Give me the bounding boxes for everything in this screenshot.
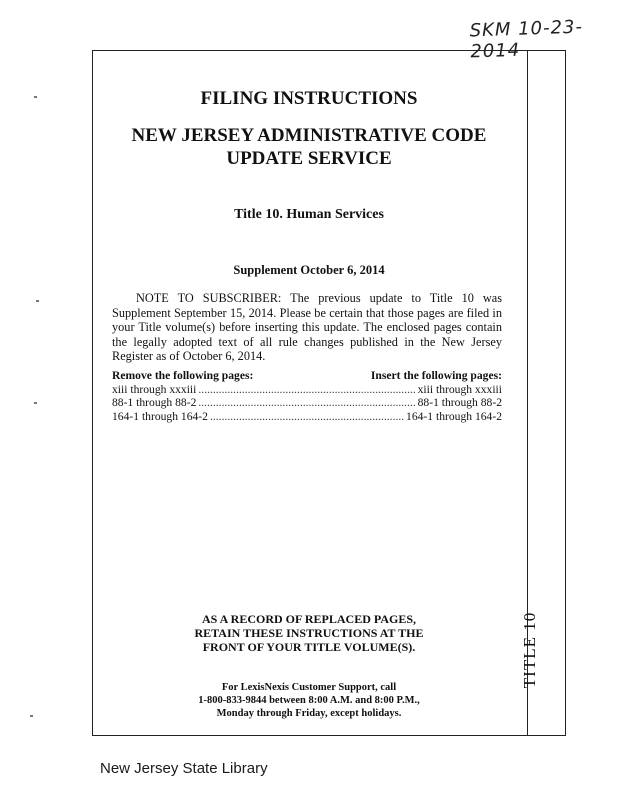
pages-table-header (112, 369, 502, 383)
record-line: AS A RECORD OF REPLACED PAGES, (201, 612, 417, 626)
note-to-subscriber: NOTE TO SUBSCRIBER: The previous update to Title 10 was Supplement September 15, 2014. Please be certain that those pages are filed in your Title volume(s) before inserting this update. The enclosed pages contain the legally adopted text of all rule changes published in the New Jersey Register as of October 6, 2014. (112, 291, 502, 364)
pages-table (112, 369, 502, 423)
insert-pages-header: Insert the following pages: (370, 369, 502, 382)
scan-speck (30, 715, 33, 717)
insert-range: 88-1 through 88-2 (417, 396, 502, 410)
code-title (92, 124, 526, 170)
library-stamp: New Jersey State Library (100, 760, 268, 777)
insert-range: xiii through xxxiii (417, 383, 502, 396)
insert-range: 164-1 through 164-2 (406, 409, 502, 423)
pages-table-row (112, 396, 502, 409)
remove-range: 164-1 through 164-2 (112, 409, 208, 423)
remove-pages-header: Remove the following pages: (112, 369, 254, 382)
dot-leader (198, 396, 415, 409)
record-instructions (92, 612, 526, 654)
filing-instructions-heading: FILING INSTRUCTIONS (200, 88, 418, 109)
pages-table-row (112, 410, 502, 423)
record-line: RETAIN THESE INSTRUCTIONS AT THE (194, 626, 424, 640)
customer-support-info (92, 681, 526, 720)
record-line: FRONT OF YOUR TITLE VOLUME(S). (202, 640, 416, 654)
code-title-line-1: NEW JERSEY ADMINISTRATIVE CODE (131, 125, 487, 146)
scan-speck (34, 96, 37, 98)
title-name: Title 10. Human Services (234, 207, 384, 222)
remove-range: xiii through xxxiii (112, 383, 197, 396)
pages-table-row (112, 383, 502, 396)
dot-leader (210, 410, 404, 423)
dot-leader (198, 383, 415, 396)
supplement-date: Supplement October 6, 2014 (233, 263, 385, 277)
support-line: Monday through Friday, except holidays. (216, 708, 402, 719)
support-line: 1-800-833-9844 between 8:00 A.M. and 8:00 P.M., (198, 695, 420, 706)
handwritten-note: SKM 10-23-2014 (469, 16, 584, 63)
spine-title-label: TITLE 10 (520, 611, 539, 689)
code-title-line-2: UPDATE SERVICE (226, 148, 392, 169)
scan-speck (36, 300, 39, 302)
remove-range: 88-1 through 88-2 (112, 396, 197, 410)
scan-speck (34, 402, 37, 404)
support-line: For LexisNexis Customer Support, call (221, 682, 397, 693)
